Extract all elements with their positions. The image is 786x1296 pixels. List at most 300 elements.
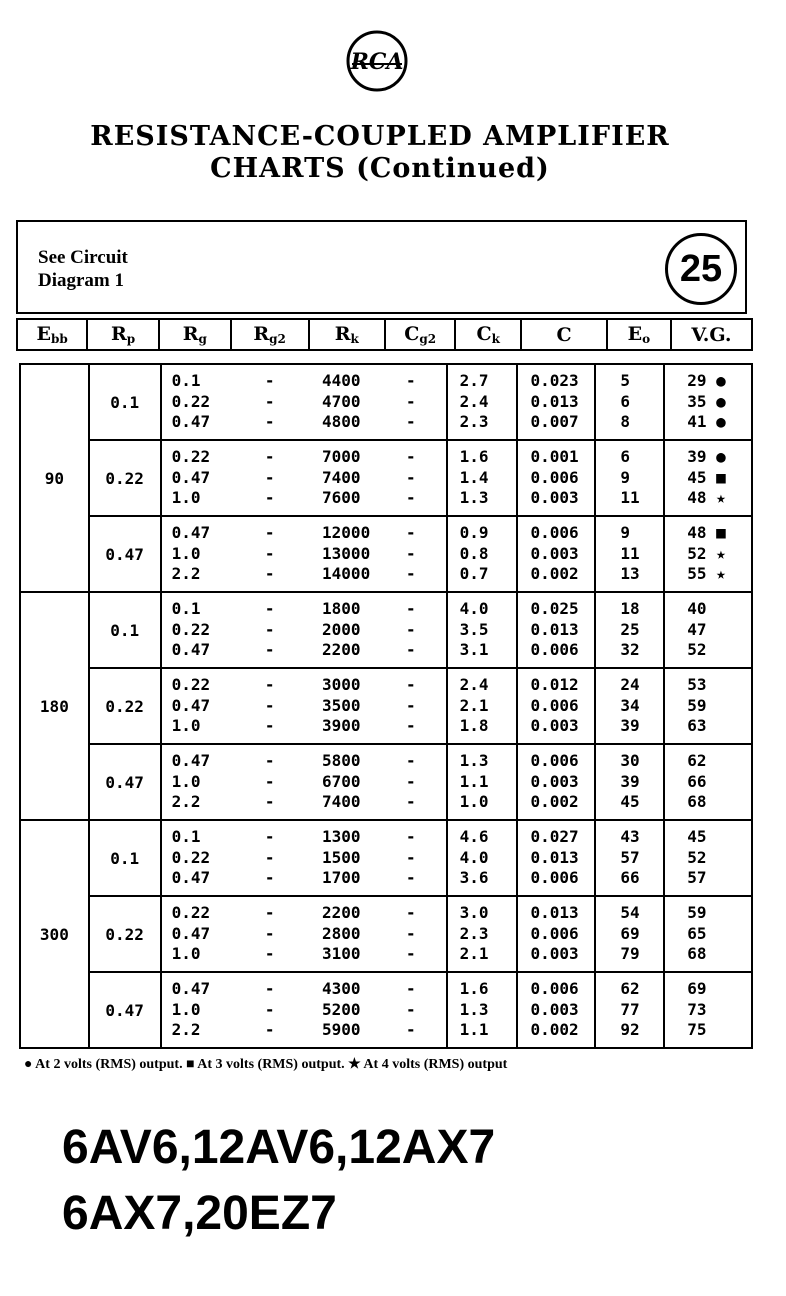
rk-value: 4300 [322,979,361,999]
cg2-cell [376,896,447,972]
rk-value: 7600 [322,488,361,508]
c-value: 0.006 [530,751,579,771]
rg-value: 2.2 [171,1020,201,1040]
rk-value: 4700 [322,391,361,411]
rg-value: 0.22 [171,847,211,867]
c-value: 0.012 [530,675,579,695]
eo-cell [595,592,664,668]
ck-value: 1.0 [459,792,489,812]
rk-value: 5900 [322,1020,361,1040]
cg2-value: - [405,640,416,660]
eo-value: 54 [620,903,640,923]
column-header: $R_g$ [159,319,231,350]
c-value: 0.006 [530,695,579,715]
chart-header-box [16,220,747,314]
footnote: ● At 2 volts (RMS) output. ■ At 3 volts (RMS) output. ★ At 4 volts (RMS) output [24,1057,508,1072]
eo-value: 66 [620,868,640,888]
rg2-value: - [264,1020,275,1040]
vg-value: 75 [687,1020,707,1040]
table-row [20,744,752,820]
rg2-value: - [264,371,275,391]
rg2-value: - [264,847,275,867]
ck-cell [447,364,518,440]
rg-value: 1.0 [171,716,201,736]
rg-value: 0.22 [171,391,211,411]
rk-value: 3000 [322,675,361,695]
c-value: 0.006 [530,923,579,943]
c-value: 0.013 [530,903,579,923]
vg-value: 57 [687,868,707,888]
rg2-value: - [264,792,275,812]
cg2-value: - [405,1020,416,1040]
rp-cell: 0.1 [89,820,161,896]
cg2-value: - [405,792,416,812]
eo-value: 11 [620,543,640,563]
eo-value: 79 [620,944,640,964]
rk-value: 12000 [322,523,371,543]
rk-cell [308,668,376,744]
rk-value: 2800 [322,923,361,943]
eo-value: 45 [620,792,640,812]
rg-value: 1.0 [171,771,201,791]
ck-cell [447,516,518,592]
rg2-value: - [264,488,275,508]
vg-value: 55 ★ [687,564,726,584]
rg-cell [161,440,232,516]
cg2-value: - [405,771,416,791]
eo-cell [595,440,664,516]
column-header: C [521,319,607,350]
rk-value: 5200 [322,999,361,1019]
rg-cell [161,744,232,820]
rg2-cell [231,896,308,972]
vg-value: 59 [687,695,707,715]
vg-value: 48 ★ [687,488,726,508]
table-row [20,896,752,972]
rg-cell [161,364,232,440]
vg-value: 68 [687,792,707,812]
rg2-value: - [264,716,275,736]
vg-value: 63 [687,716,707,736]
eo-cell [595,820,664,896]
eo-value: 39 [620,771,640,791]
ck-value: 2.4 [459,391,489,411]
vg-cell [664,440,752,516]
eo-cell [595,364,664,440]
ck-cell [447,592,518,668]
column-header-row [16,318,753,351]
eo-value: 6 [620,391,630,411]
eo-value: 18 [620,599,640,619]
cg2-value: - [405,979,416,999]
rg2-value: - [264,599,275,619]
eo-cell [595,972,664,1048]
eo-value: 6 [620,447,630,467]
rg2-value: - [264,543,275,563]
c-value: 0.006 [530,868,579,888]
vg-value: 45 [687,827,707,847]
rg2-value: - [264,640,275,660]
eo-value: 62 [620,979,640,999]
ck-value: 3.1 [459,640,489,660]
rp-cell: 0.47 [89,972,161,1048]
vg-value: 48 ■ [687,523,726,543]
rca-logo [344,30,410,92]
rk-value: 4800 [322,412,361,432]
rp-cell: 0.22 [89,896,161,972]
rk-cell [308,440,376,516]
table-row [20,668,752,744]
column-header: $R_p$ [87,319,159,350]
rg-value: 2.2 [171,792,201,812]
vg-value: 29 ● [687,371,726,391]
rg-value: 0.22 [171,619,211,639]
rg2-cell [231,744,308,820]
vg-cell [664,744,752,820]
table-row [20,440,752,516]
vg-value: 52 [687,847,707,867]
rg2-value: - [264,999,275,1019]
ck-cell [447,440,518,516]
vg-cell [664,592,752,668]
eo-cell [595,516,664,592]
rg-value: 0.22 [171,447,211,467]
c-cell [517,744,595,820]
c-cell [517,592,595,668]
rk-cell [308,896,376,972]
ck-cell [447,972,518,1048]
rk-cell [308,592,376,668]
rk-cell [308,364,376,440]
rg2-value: - [264,771,275,791]
rg-value: 0.47 [171,979,211,999]
rg-value: 0.47 [171,751,211,771]
cg2-cell [376,972,447,1048]
rk-cell [308,820,376,896]
ck-value: 1.3 [459,999,489,1019]
rk-cell [308,744,376,820]
rg-cell [161,972,232,1048]
rg2-value: - [264,903,275,923]
column-header: V.G. [671,319,752,350]
chart-number-badge: 25 [665,233,737,305]
rk-value: 3500 [322,695,361,715]
rk-value: 1700 [322,868,361,888]
ck-value: 2.3 [459,412,489,432]
c-value: 0.003 [530,999,579,1019]
cg2-value: - [405,716,416,736]
rg-cell [161,516,232,592]
data-table [19,363,753,1049]
table-row [20,592,752,668]
c-value: 0.007 [530,412,579,432]
ck-value: 0.9 [459,523,489,543]
cg2-value: - [405,751,416,771]
cg2-value: - [405,903,416,923]
rg-cell [161,668,232,744]
rg-value: 1.0 [171,543,201,563]
eo-cell [595,668,664,744]
table-row [20,972,752,1048]
c-value: 0.006 [530,467,579,487]
cg2-value: - [405,488,416,508]
ck-value: 2.3 [459,923,489,943]
rg-value: 2.2 [171,564,201,584]
eo-value: 32 [620,640,640,660]
page-title-line2: CHARTS (Continued) [210,153,550,184]
c-cell [517,440,595,516]
eo-value: 43 [620,827,640,847]
c-value: 0.013 [530,391,579,411]
cg2-value: - [405,847,416,867]
ck-value: 1.8 [459,716,489,736]
eo-value: 57 [620,847,640,867]
ck-value: 2.4 [459,675,489,695]
vg-value: 40 [687,599,707,619]
ck-value: 2.7 [459,371,489,391]
c-value: 0.002 [530,564,579,584]
circuit-note-line2: Diagram 1 [38,270,125,291]
c-value: 0.003 [530,543,579,563]
ck-cell [447,896,518,972]
vg-cell [664,896,752,972]
rk-value: 7000 [322,447,361,467]
c-value: 0.025 [530,599,579,619]
rk-value: 6700 [322,771,361,791]
vg-value: 65 [687,923,707,943]
cg2-cell [376,668,447,744]
vg-value: 73 [687,999,707,1019]
table-row [20,364,752,440]
c-value: 0.003 [530,716,579,736]
eo-value: 77 [620,999,640,1019]
rk-value: 1800 [322,599,361,619]
c-value: 0.006 [530,979,579,999]
cg2-value: - [405,827,416,847]
rg-value: 0.47 [171,412,211,432]
rp-cell: 0.22 [89,440,161,516]
rk-value: 14000 [322,564,371,584]
rk-value: 7400 [322,467,361,487]
rg2-value: - [264,923,275,943]
circuit-note-line1: See Circuit [38,247,128,268]
eo-value: 25 [620,619,640,639]
tube-types-line1: 6AV6,12AV6,12AX7 [62,1121,496,1174]
c-value: 0.027 [530,827,579,847]
rg-cell [161,820,232,896]
column-header: $R_{g2}$ [231,319,309,350]
rk-cell [308,516,376,592]
cg2-cell [376,744,447,820]
rg-value: 1.0 [171,944,201,964]
c-value: 0.003 [530,771,579,791]
page-title-line1: RESISTANCE-COUPLED AMPLIFIER [90,121,670,152]
c-cell [517,364,595,440]
vg-value: 59 [687,903,707,923]
rg2-value: - [264,447,275,467]
cg2-value: - [405,412,416,432]
cg2-value: - [405,523,416,543]
cg2-value: - [405,619,416,639]
rg-value: 0.47 [171,523,211,543]
cg2-cell [376,820,447,896]
rk-value: 1300 [322,827,361,847]
eo-value: 9 [620,523,630,543]
rk-value: 2200 [322,903,361,923]
rg-value: 0.47 [171,467,211,487]
c-cell [517,668,595,744]
rk-value: 13000 [322,543,371,563]
ck-value: 2.1 [459,695,489,715]
vg-value: 35 ● [687,391,726,411]
rg2-value: - [264,675,275,695]
rg2-cell [231,972,308,1048]
vg-value: 62 [687,751,707,771]
rg-cell [161,896,232,972]
rp-cell: 0.1 [89,592,161,668]
cg2-value: - [405,371,416,391]
rg-value: 0.1 [171,371,201,391]
rg2-value: - [264,412,275,432]
vg-value: 45 ■ [687,467,726,487]
cg2-cell [376,592,447,668]
rg2-value: - [264,751,275,771]
rp-cell: 0.1 [89,364,161,440]
cg2-value: - [405,599,416,619]
rk-cell [308,972,376,1048]
eo-value: 69 [620,923,640,943]
ck-cell [447,668,518,744]
column-header: $E_o$ [607,319,671,350]
ck-value: 1.1 [459,771,489,791]
vg-value: 41 ● [687,412,726,432]
table-row [20,516,752,592]
rg-value: 0.47 [171,923,211,943]
column-header: $R_k$ [309,319,386,350]
rg-value: 1.0 [171,999,201,1019]
rp-cell: 0.47 [89,516,161,592]
c-value: 0.013 [530,619,579,639]
eo-value: 5 [620,371,630,391]
ck-cell [447,820,518,896]
rg-value: 0.22 [171,675,211,695]
rk-value: 3900 [322,716,361,736]
rg-value: 1.0 [171,488,201,508]
rg2-cell [231,440,308,516]
vg-cell [664,364,752,440]
vg-cell [664,516,752,592]
vg-cell [664,972,752,1048]
rg2-value: - [264,619,275,639]
rk-value: 2200 [322,640,361,660]
ebb-cell: 300 [20,820,89,1048]
rk-value: 5800 [322,751,361,771]
eo-value: 34 [620,695,640,715]
rg-cell [161,592,232,668]
c-value: 0.002 [530,792,579,812]
column-header: $E_{bb}$ [17,319,87,350]
vg-value: 68 [687,944,707,964]
rk-value: 7400 [322,792,361,812]
ck-value: 4.0 [459,847,489,867]
eo-value: 13 [620,564,640,584]
c-value: 0.003 [530,944,579,964]
vg-value: 47 [687,619,707,639]
tube-types-line2: 6AX7,20EZ7 [62,1187,337,1240]
ck-value: 1.3 [459,751,489,771]
rk-value: 2000 [322,619,361,639]
c-value: 0.001 [530,447,579,467]
cg2-value: - [405,695,416,715]
rg2-value: - [264,564,275,584]
eo-value: 92 [620,1020,640,1040]
eo-value: 11 [620,488,640,508]
ebb-cell: 90 [20,364,89,592]
rg2-value: - [264,979,275,999]
cg2-value: - [405,999,416,1019]
rg-value: 0.1 [171,599,201,619]
ck-value: 1.1 [459,1020,489,1040]
cg2-value: - [405,944,416,964]
rg-value: 0.1 [171,827,201,847]
rg-value: 0.22 [171,903,211,923]
rg-value: 0.47 [171,868,211,888]
cg2-value: - [405,467,416,487]
ck-value: 1.6 [459,979,489,999]
cg2-value: - [405,447,416,467]
rp-cell: 0.47 [89,744,161,820]
vg-cell [664,820,752,896]
c-value: 0.013 [530,847,579,867]
rg-value: 0.47 [171,695,211,715]
ck-value: 1.3 [459,488,489,508]
ebb-cell: 180 [20,592,89,820]
rg2-value: - [264,868,275,888]
c-value: 0.006 [530,523,579,543]
c-value: 0.023 [530,371,579,391]
c-cell [517,516,595,592]
cg2-value: - [405,564,416,584]
eo-value: 8 [620,412,630,432]
rg2-value: - [264,695,275,715]
rg2-value: - [264,827,275,847]
vg-value: 52 [687,640,707,660]
column-header: $C_k$ [455,319,521,350]
eo-cell [595,896,664,972]
rk-value: 1500 [322,847,361,867]
cg2-cell [376,516,447,592]
c-cell [517,896,595,972]
eo-value: 24 [620,675,640,695]
rk-value: 4400 [322,371,361,391]
ck-value: 4.6 [459,827,489,847]
ck-value: 1.4 [459,467,489,487]
ck-value: 2.1 [459,944,489,964]
ck-value: 0.7 [459,564,489,584]
c-cell [517,972,595,1048]
cg2-value: - [405,391,416,411]
vg-value: 39 ● [687,447,726,467]
c-value: 0.006 [530,640,579,660]
ck-value: 3.5 [459,619,489,639]
c-value: 0.002 [530,1020,579,1040]
column-header: $C_{g2}$ [385,319,455,350]
rg2-cell [231,364,308,440]
cg2-value: - [405,923,416,943]
ck-cell [447,744,518,820]
cg2-cell [376,440,447,516]
table-row [20,820,752,896]
